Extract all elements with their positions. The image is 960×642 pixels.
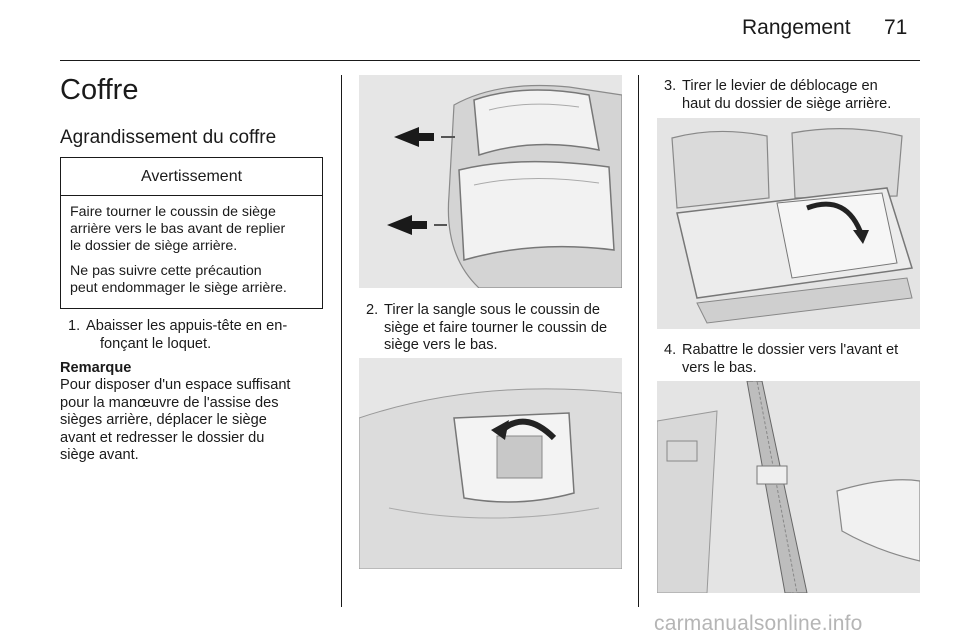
text-line: Tirer la sangle sous le coussin de [384,302,601,318]
section-title: Coffre [60,74,139,106]
step-3-number: 3. [664,78,677,94]
text-line: Faire tourner le coussin de siège [70,204,276,220]
text-line: haut du dossier de siège arrière. [682,95,892,112]
text-line: pour la manœuvre de l'assise des [60,394,279,411]
step-4-number: 4. [664,342,677,358]
step-1-number: 1. [68,318,81,334]
text-line: Ne pas suivre cette précaution [70,263,262,279]
text-line: Rabattre le dossier vers l'avant et [682,342,899,358]
text-line: le dossier de siège arrière. [70,238,238,254]
watermark: carmanualsonline.info [654,612,863,635]
text-line: Tirer le levier de déblocage en [682,78,878,94]
text-line: siège vers le bas. [384,337,498,353]
text-line: fonçant le loquet. [100,335,212,352]
header-title: Rangement [742,16,851,39]
warning-title: Avertissement [61,158,322,196]
text-line: siège avant. [60,447,139,463]
step-2-text [384,302,634,355]
text-line: avant et redresser le dossier du [60,429,265,446]
header-divider [60,60,920,61]
backrest-fold-figure [657,381,920,593]
seat-fold-figure [657,118,920,329]
step-2-number: 2. [366,302,379,318]
warning-paragraph-2 [70,263,320,297]
column-divider-left [341,75,342,607]
text-line: peut endommager le siège arrière. [70,280,287,296]
warning-paragraph-1 [70,204,320,255]
text-line: arrière vers le bas avant de replier [70,221,286,237]
text-line: siège et faire tourner le coussin de [384,319,608,336]
seat-strap-figure [359,358,622,569]
headrest-figure [359,75,622,288]
step-3-text [682,78,922,113]
text-line: vers le bas. [682,359,757,376]
subsection-title: Agrandissement du coffre [60,127,277,148]
step-1-text [86,318,336,353]
text-line: sièges arrière, déplacer le siège [60,412,267,428]
column-divider-right [638,75,639,607]
text-line: Abaisser les appuis-tête en en- [86,318,288,334]
page-number: 71 [884,16,908,39]
warning-box [60,157,323,309]
text-line: Pour disposer d'un espace suffisant [60,377,291,393]
note-label: Remarque [60,360,132,376]
note-text [60,377,335,465]
step-4-text [682,342,927,377]
